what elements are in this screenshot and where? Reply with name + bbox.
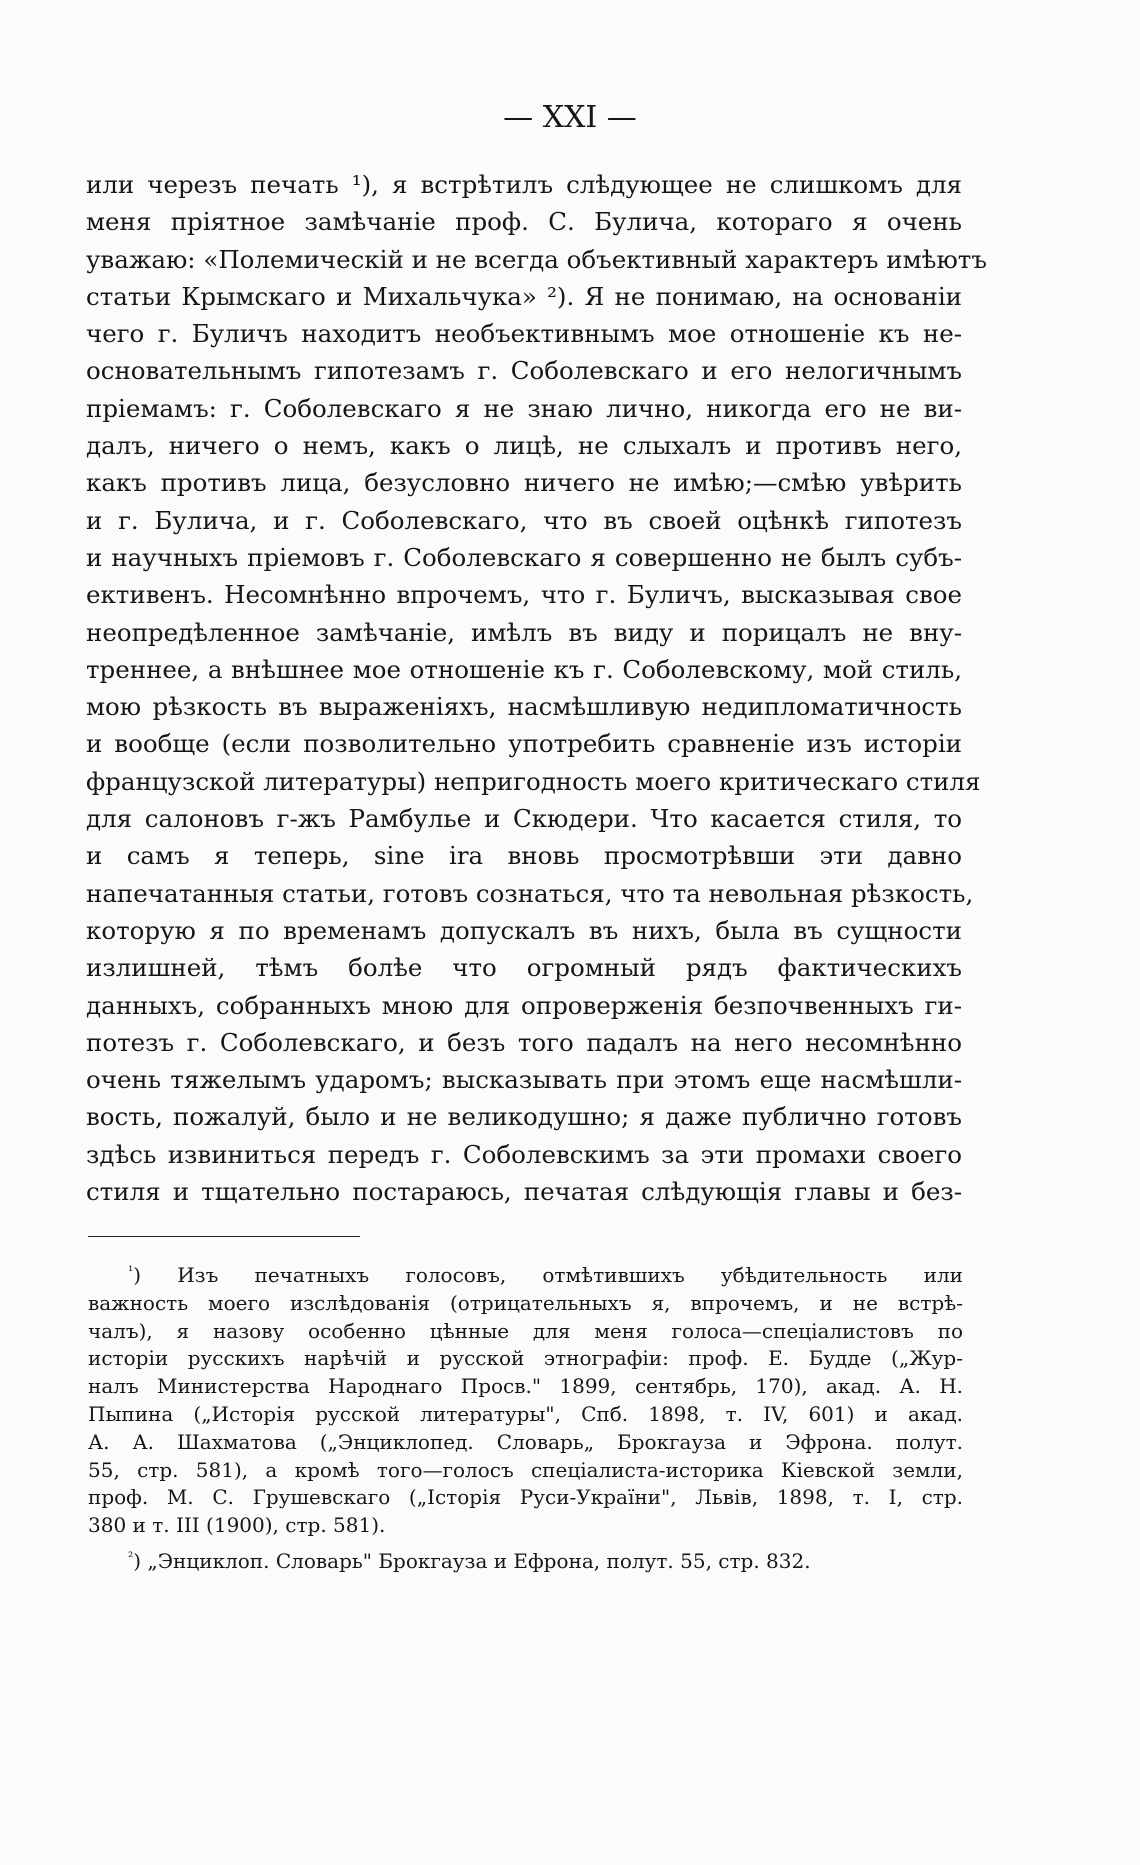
- body-line: уважаю: «Полемическій и не всегда объективный характеръ имѣютъ: [86, 244, 987, 274]
- footnote-2-line: [88, 1548, 963, 1576]
- body-line: данныхъ, собранныхъ мною для опроверженія безпочвенныхъ ги-: [86, 990, 962, 1020]
- footnote-1-line: 55, стр. 581), а кромѣ того—голосъ спеціалиста-историка Кіевской земли,: [88, 1457, 963, 1482]
- body-line: и г. Булича, и г. Соболевскаго, что въ своей оцѣнкѣ гипотезъ: [86, 505, 962, 535]
- body-line: потезъ г. Соболевскаго, и безъ того падалъ на него несомнѣнно: [86, 1027, 962, 1057]
- body-line: неопредѣленное замѣчаніе, имѣлъ въ виду и порицалъ не вну-: [86, 617, 962, 647]
- body-line: или черезъ печать ¹), я встрѣтилъ слѣдующее не слишкомъ для: [86, 170, 962, 199]
- body-line: треннее, а внѣшнее мое отношеніе къ г. Соболевскому, мой стиль,: [86, 654, 962, 684]
- body-line: и научныхъ пріемовъ г. Соболевскаго я совершенно не былъ субъ-: [86, 542, 962, 572]
- body-line: стиля и тщательно постараюсь, печатая слѣдующія главы и без-: [86, 1177, 962, 1207]
- body-line: далъ, ничего о немъ, какъ о лицѣ, не слыхалъ и противъ него,: [86, 431, 962, 461]
- footnote-2-marker: ²: [128, 1549, 134, 1565]
- footnote-1-line: чалъ), я назову особенно цѣнные для меня голоса—спеціалистовъ по: [88, 1318, 963, 1343]
- body-line: излишней, тѣмъ болѣе что огромный рядъ фактическихъ: [86, 953, 962, 983]
- body-text: [86, 166, 987, 1210]
- footnote-2-text: ) „Энциклоп. Словарь" Брокгауза и Ефрона, полут. 55, стр. 832.: [133, 1548, 811, 1573]
- footnote-1-line: [88, 1262, 963, 1290]
- body-line: которую я по временамъ допускалъ въ нихъ, была въ сущности: [86, 915, 962, 945]
- body-line: мою рѣзкость въ выраженіяхъ, насмѣшливую недипломатичность: [86, 692, 962, 722]
- footnote-1-marker: ¹: [128, 1264, 134, 1279]
- body-line: ективенъ. Несомнѣнно впрочемъ, что г. Буличъ, высказывая свое: [86, 580, 962, 610]
- body-line: чего г. Буличъ находитъ необъективнымъ мое отношеніе къ не-: [86, 319, 962, 349]
- footnote-1-text: ) Изъ печатныхъ голосовъ, отмѣтившихъ убѣдительность или: [133, 1263, 963, 1287]
- body-line: вость, пожалуй, было и не великодушно; я даже публично готовъ: [86, 1102, 962, 1132]
- body-line: меня пріятное замѣчаніе проф. С. Булича, котораго я очень: [86, 207, 962, 237]
- footnote-1-line: налъ Министерства Народнаго Просв." 1899, сентябрь, 170), акад. А. Н.: [88, 1374, 963, 1399]
- body-line: пріемамъ: г. Соболевскаго я не знаю лично, никогда его не ви-: [86, 393, 962, 423]
- footnotes: [88, 1262, 963, 1576]
- body-line: и самъ я теперь, sine ira вновь просмотрѣвши эти давно: [86, 841, 962, 871]
- body-line: для салоновъ г-жъ Рамбулье и Скюдери. Что касается стиля, то: [86, 804, 962, 834]
- footnote-1-line: важность моего изслѣдованія (отрицательныхъ я, впрочемъ, и не встрѣ-: [88, 1290, 963, 1315]
- footnote-1-line: 380 и т. III (1900), стр. 581).: [88, 1513, 386, 1538]
- page-number: — XXI —: [503, 100, 637, 135]
- body-line: здѣсь извиниться передъ г. Соболевскимъ за эти промахи своего: [86, 1139, 962, 1169]
- footnote-1-line: Пыпина („Исторія русской литературы", Спб. 1898, т. IV, 601) и акад.: [88, 1401, 963, 1426]
- body-line: очень тяжелымъ ударомъ; высказывать при этомъ еще насмѣшли-: [86, 1065, 962, 1095]
- body-line: статьи Крымскаго и Михальчука» ²). Я не понимаю, на основаніи: [86, 281, 962, 311]
- body-line: основательнымъ гипотезамъ г. Соболевскаго и его нелогичнымъ: [86, 356, 962, 386]
- footnote-1-line: проф. М. С. Грушевскаго („Історія Руси-Украïни", Львів, 1898, т. I, стр.: [88, 1485, 963, 1510]
- body-line: напечатанныя статьи, готовъ сознаться, что та невольная рѣзкость,: [86, 878, 974, 908]
- footnote-1-line: исторіи русскихъ нарѣчій и русской этнографіи: проф. Е. Будде („Жур-: [88, 1346, 963, 1371]
- body-line: какъ противъ лица, безусловно ничего не имѣю;—смѣю увѣрить: [86, 468, 962, 498]
- footnote-1-line: А. А. Шахматова („Энциклопед. Словарь„ Брокгауза и Эфрона. полут.: [88, 1429, 963, 1454]
- footnote-divider: [88, 1236, 360, 1237]
- body-line: и вообще (если позволительно употребить сравненіе изъ исторіи: [86, 729, 962, 759]
- body-line: французской литературы) непригодность моего критическаго стиля: [86, 766, 981, 796]
